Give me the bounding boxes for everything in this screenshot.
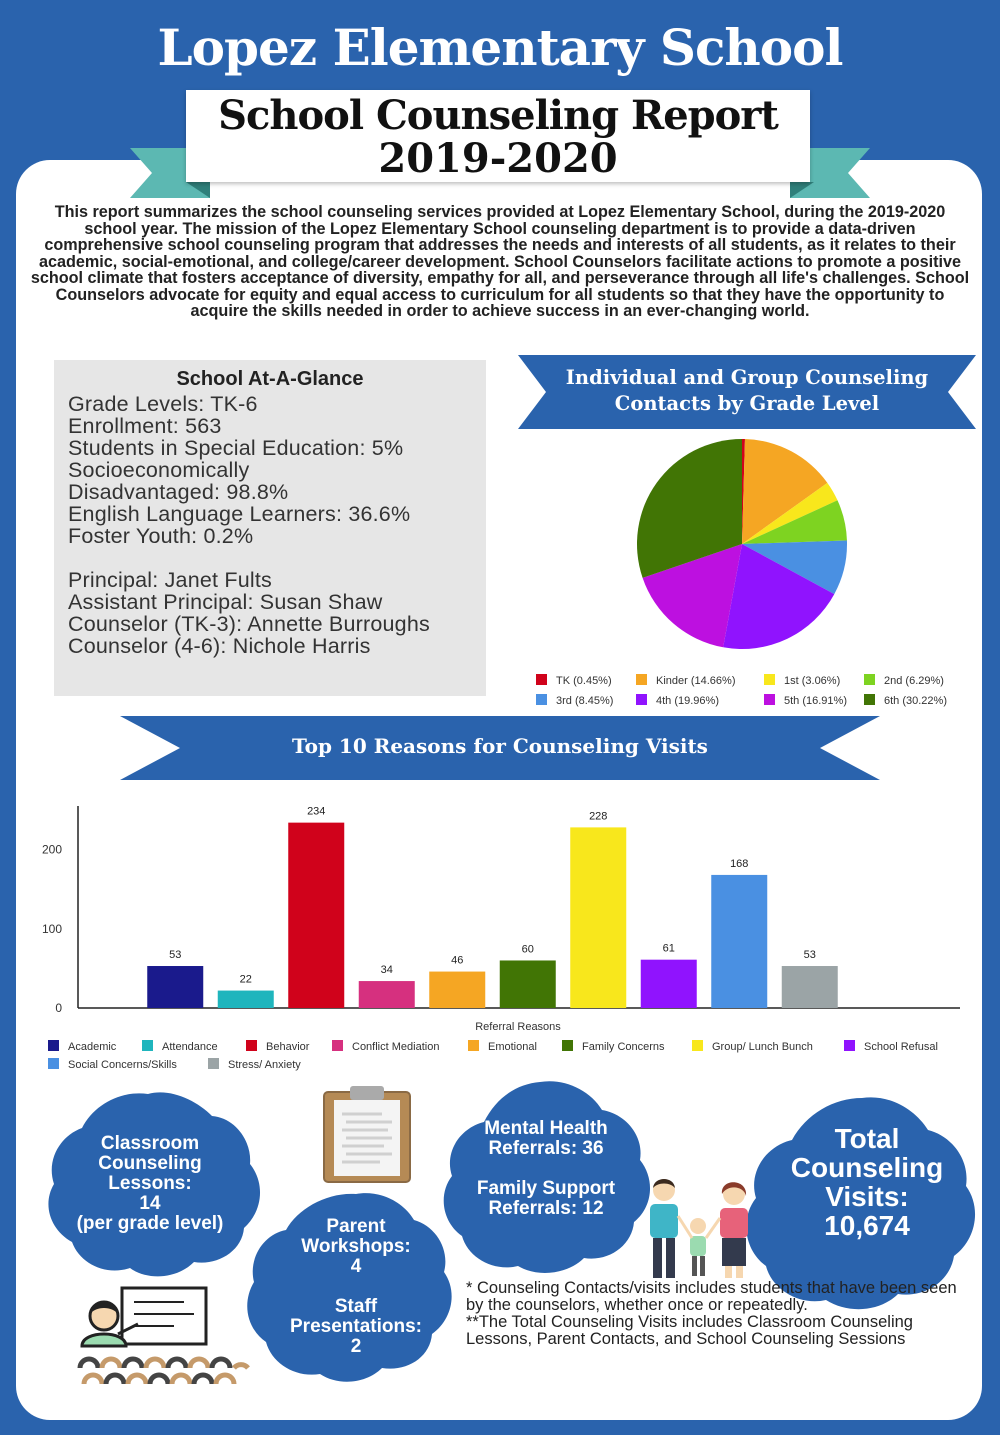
bar-attendance [218, 991, 274, 1008]
bar-emotional [429, 972, 485, 1008]
intro-paragraph: This report summarizes the school counseling services provided at Lopez Elementary School, during the 2019-2020 school year. The mission of the Lopez Elementary School counseling department is to provide a data-driven comprehensive school counseling program that addresses the needs and interests of all students, as it relates to their academic, social-emotional, and college/career development. School Counselors facilitate actions to promote a positive school climate that fosters acceptance of diversity, empathy for all, and perseverance through all life's challenges. School Counselors advocate for equity and equal access to curriculum for all students so that they have the opportunity to acquire the skills needed in order to achieve success in an ever-changing world. [30, 203, 970, 320]
glance-lines [54, 393, 486, 657]
stat-line: (per grade level) [76, 1213, 224, 1234]
bar-behavior [288, 823, 344, 1008]
legend-label: Group/ Lunch Bunch [712, 1041, 813, 1053]
bar-legend-item [468, 1040, 537, 1053]
bar-conflict-mediation [359, 981, 415, 1008]
glance-line: Assistant Principal: Susan Shaw [68, 590, 383, 614]
classroom-teacher-icon [74, 1284, 254, 1412]
legend-swatch [864, 694, 875, 705]
legend-swatch [48, 1040, 59, 1051]
legend-swatch [636, 674, 647, 685]
legend-swatch [332, 1040, 343, 1051]
referral-reasons-bar-chart [30, 790, 970, 1040]
bar-stress-anxiety [782, 966, 838, 1008]
glance-line: Socioeconomically [68, 458, 250, 482]
stat-spacer [446, 1159, 646, 1179]
footnote: **The Total Counseling Visits includes Classroom Counseling Lessons, Parent Contacts, and School Counseling Sessions [466, 1313, 913, 1348]
legend-swatch [142, 1040, 153, 1051]
bar-family-concerns [500, 960, 556, 1008]
clipboard-icon [322, 1084, 412, 1184]
bar-legend-item [48, 1040, 116, 1053]
legend-swatch [844, 1040, 855, 1051]
stat-line: 10,674 [824, 1210, 910, 1241]
bar-legend [48, 1040, 978, 1076]
legend-label: Behavior [266, 1041, 310, 1053]
footnote: * Counseling Contacts/visits includes students that have been seen by the counselors, whether once or repeatedly. [466, 1279, 957, 1314]
bar-value-label: 53 [803, 949, 816, 962]
stat-line: Counseling [790, 1152, 944, 1183]
bar-legend-item [332, 1040, 439, 1053]
classroom-lessons-stat [50, 1134, 250, 1234]
stat-line: Counseling [98, 1153, 202, 1174]
glance-line [54, 547, 486, 569]
legend-swatch [692, 1040, 703, 1051]
stat-line: Staff [334, 1296, 378, 1317]
pie-legend-item [636, 694, 719, 707]
pie-legend-item [764, 674, 840, 687]
glance-line: Grade Levels: TK-6 [68, 392, 258, 416]
legend-label: Family Concerns [582, 1041, 665, 1053]
glance-line: Counselor (4-6): Nichole Harris [68, 634, 371, 658]
legend-label: 3rd (8.45%) [556, 695, 614, 707]
stat-line: Total [834, 1123, 900, 1154]
x-axis-label: Referral Reasons [475, 1021, 561, 1033]
legend-label: Stress/ Anxiety [228, 1059, 301, 1071]
pie-legend-item [764, 694, 847, 707]
y-tick-label: 0 [55, 1001, 62, 1015]
bar-value-label: 60 [521, 943, 534, 956]
school-name: Lopez Elementary School [157, 18, 843, 77]
pie-legend-item [864, 694, 947, 707]
glance-line: Counselor (TK-3): Annette Burroughs [68, 612, 430, 636]
legend-swatch [864, 674, 875, 685]
bar-value-label: 234 [307, 805, 326, 818]
bar-group-lunch-bunch [570, 827, 626, 1008]
pie-banner-line2: Contacts by Grade Level [614, 392, 880, 415]
grade-level-pie-chart [620, 436, 860, 656]
glance-line: Disadvantaged: 98.8% [68, 480, 289, 504]
bar-value-label: 34 [380, 964, 393, 977]
family-icon [640, 1176, 760, 1280]
bar-value-label: 228 [589, 810, 608, 823]
bar-legend-item [142, 1040, 218, 1053]
bar-value-label: 46 [451, 954, 464, 967]
stat-line: Visits: [825, 1181, 909, 1212]
legend-swatch [48, 1058, 59, 1069]
stat-line: Workshops: [301, 1236, 411, 1257]
bar-school-refusal [641, 960, 697, 1008]
school-at-a-glance [54, 360, 486, 696]
referrals-stat [446, 1119, 646, 1219]
legend-label: Kinder (14.66%) [656, 675, 736, 687]
legend-label: Social Concerns/Skills [68, 1059, 177, 1071]
parent-workshops-stat [256, 1217, 456, 1357]
legend-label: 5th (16.91%) [784, 695, 847, 707]
pie-legend-item [636, 674, 736, 687]
total-visits-stat [760, 1124, 974, 1240]
stat-line: Parent [326, 1216, 386, 1237]
stat-line: Family Support [476, 1178, 616, 1199]
legend-label: School Refusal [864, 1041, 938, 1053]
pie-legend-item [864, 674, 944, 687]
legend-swatch [562, 1040, 573, 1051]
legend-label: Academic [68, 1041, 117, 1053]
bar-legend-item [562, 1040, 665, 1053]
stat-line: 2 [350, 1336, 362, 1357]
pie-legend-item [536, 674, 612, 687]
legend-label: 6th (30.22%) [884, 695, 947, 707]
legend-label: TK (0.45%) [556, 675, 612, 687]
legend-swatch [764, 694, 775, 705]
report-title: School Counseling Report [218, 92, 778, 139]
legend-swatch [468, 1040, 479, 1051]
bar-value-label: 168 [730, 857, 749, 870]
pie-banner [518, 355, 976, 429]
legend-label: 1st (3.06%) [784, 675, 841, 687]
bar-legend-item [844, 1040, 938, 1053]
bar-legend-item [48, 1058, 177, 1071]
legend-label: Emotional [488, 1041, 537, 1053]
pie-legend-item [536, 694, 613, 707]
legend-swatch [246, 1040, 257, 1051]
legend-label: 4th (19.96%) [656, 695, 719, 707]
legend-swatch [536, 674, 547, 685]
legend-label: Attendance [162, 1041, 218, 1053]
bar-legend-item [208, 1058, 301, 1071]
legend-swatch [764, 674, 775, 685]
stat-line: Presentations: [290, 1316, 422, 1337]
pie-banner-line1: Individual and Group Counseling [565, 366, 929, 389]
bar-banner-title: Top 10 Reasons for Counseling Visits [292, 734, 708, 758]
legend-swatch [208, 1058, 219, 1069]
report-title-banner [186, 90, 810, 182]
report-year: 2019-2020 [378, 135, 618, 182]
legend-swatch [636, 694, 647, 705]
legend-label: Conflict Mediation [352, 1041, 440, 1053]
legend-label: 2nd (6.29%) [884, 675, 944, 687]
glance-line: Foster Youth: 0.2% [68, 524, 254, 548]
footnotes [466, 1280, 976, 1348]
glance-title: School At-A-Glance [176, 368, 364, 390]
bar-value-label: 53 [169, 949, 182, 962]
bar-value-label: 22 [239, 973, 252, 986]
bar-legend-item [692, 1040, 813, 1053]
glance-line: Principal: Janet Fults [68, 568, 272, 592]
bar-academic [147, 966, 203, 1008]
stat-line: Mental Health [484, 1118, 608, 1139]
stat-line: Referrals: 12 [488, 1198, 604, 1219]
glance-line: Enrollment: 563 [68, 414, 222, 438]
glance-line: English Language Learners: 36.6% [68, 502, 411, 526]
y-tick-label: 200 [41, 842, 62, 857]
stat-line: Referrals: 36 [488, 1138, 604, 1159]
bar-social-concerns-skills [711, 875, 767, 1008]
stat-line: 14 [139, 1193, 161, 1214]
stat-line: 4 [350, 1256, 362, 1277]
pie-legend [536, 674, 976, 714]
bar-legend-item [246, 1040, 309, 1053]
stat-line: Lessons: [108, 1173, 192, 1194]
y-tick-label: 100 [41, 921, 62, 936]
stat-line: Classroom [100, 1133, 200, 1154]
bar-banner [120, 716, 880, 780]
stat-spacer [256, 1277, 456, 1297]
glance-line: Students in Special Education: 5% [68, 436, 404, 460]
bar-value-label: 61 [662, 942, 675, 955]
legend-swatch [536, 694, 547, 705]
